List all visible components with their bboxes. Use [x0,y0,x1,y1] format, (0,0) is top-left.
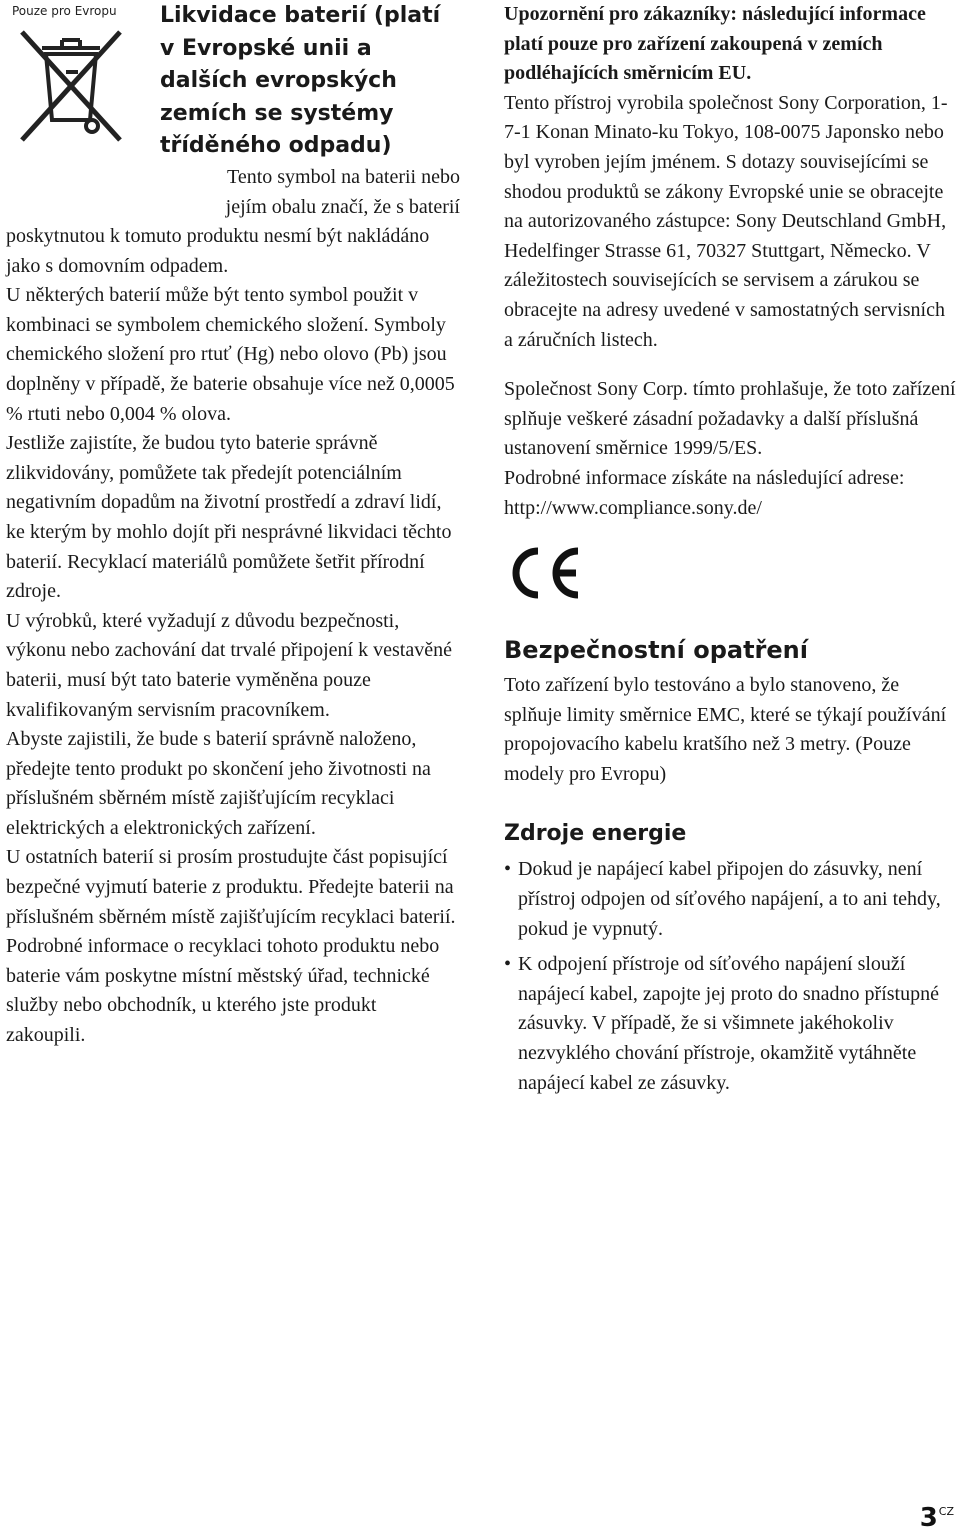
paragraph-recycling-info: Podrobné informace o recyklaci tohoto produktu nebo baterie vám poskytne místní městský úřad, technické služby nebo obchodník, u kterého jste produkt zakoupili. [6,935,440,1047]
paragraph-collection-point: Abyste zajistili, že bude s baterií správně naloženo, předejte tento produkt po skončení jeho životnosti na příslušném sběrném místě zajišťujícím recyklaci elektrických a elektronických zařízení. [6,728,431,839]
manufacturer-paragraph: Tento přístroj vyrobila společnost Sony Corporation, 1-7-1 Konan Minato-ku Tokyo, 108-0075 Japonsko nebo byl vyroben jejím jménem. S dotazy souvisejícími se shodou produktů se zákony Evropské unie se obracejte na autorizovaného zástupce: Sony Deutschland GmbH, Hedelfinger Strasse 61, 70327 Stuttgart, Německo. V záležitostech souvisejících se servisem a zárukou se obracejte na adresy uvedené v samostatných servisních a záručních listech. [504,91,948,351]
intro-line-2: jejím obalu značí, že s baterií [225,195,460,218]
power-bullet-item: • K odpojení přístroje od síťového napájení slouží napájecí kabel, zapojte jej proto do snadno přístupné zásuvky. V případě, že si všimnete jakéhokoliv nezvyklého chování přístroje, okamžitě vytáhněte napájecí kabel ze zásuvky. [504,950,956,1098]
language-code: CZ [938,1505,954,1518]
paragraph-qualified-service: U výrobků, které vyžadují z důvodu bezpečnosti, výkonu nebo zachování dat trvalé připojení k vestavěné baterii, musí být tato baterie vyměněna pouze kvalifikovaným servisním pracovníkem. [6,609,452,721]
left-body [6,222,458,1051]
crossed-out-bin-icon [12,22,130,146]
paragraph-household-waste: poskytnutou k tomuto produktu nesmí být nakládáno jako s domovním odpadem. [6,225,430,277]
right-column [504,0,956,1104]
paragraph-other-batteries: U ostatních baterií si prosím prostudujte část popisující bezpečné vyjmutí baterie z produktu. Předejte baterii na příslušném sběrném místě zajišťujícím recyklaci baterií. [6,846,456,928]
power-bullets [504,855,956,1098]
battery-disposal-heading: Likvidace baterií (platí v Evropské unii a dalších evropských zemích se systémy tříděného odpadu) [160,3,441,158]
power-sources-heading: Zdroje energie [504,821,687,847]
more-info-paragraph: Podrobné informace získáte na následující adrese: http://www.compliance.sony.de/ [504,466,905,519]
weee-label: Pouze pro Evropu [12,4,117,18]
eu-notice-title: Upozornění pro zákazníky: následující informace platí pouze pro zařízení zakoupená v zemích podléhajících směrnicím EU. [504,3,926,85]
paragraph-correct-disposal: Jestliže zajistíte, že budou tyto baterie správně zlikvidovány, pomůžete tak předejít potenciálním negativním dopadům na životní prostředí a zdraví lidí, ke kterým by mohlo dojít při nesprávné likvidaci těchto baterií. Recyklací materiálů pomůžete šetřit přírodní zdroje. [6,432,452,603]
page-number-value: 3 [919,1503,938,1533]
declaration-paragraph: Společnost Sony Corp. tímto prohlašuje, že toto zařízení splňuje veškeré zásadní požadavky a další příslušná ustanovení směrnice 1999/5/ES. [504,378,956,460]
power-bullet-item: • Dokud je napájecí kabel připojen do zásuvky, není přístroj odpojen od síťového napájení, a to ani tehdy, pokud je vypnutý. [504,855,956,944]
page-number [920,1503,954,1533]
safety-heading: Bezpečnostní opatření [504,636,808,665]
ce-mark [504,545,956,615]
intro-line-1: Tento symbol na baterii nebo [227,166,460,188]
spacer [504,355,956,375]
intro-text [160,163,460,222]
left-column [6,0,458,1230]
safety-paragraph: Toto zařízení bylo testováno a bylo stanoveno, že splňuje limity směrnice EMC, které se týkají používání propojovacího kabelu kratšího než 3 metry. (Pouze modely pro Evropu) [504,674,947,785]
paragraph-chemical-symbols: U některých baterií může být tento symbol použit v kombinaci se symbolem chemického složení. Symboly chemického složení pro rtuť (Hg) nebo olovo (Pb) jsou doplněny v případě, že baterie obsahuje více než 0,0005 % rtuti nebo 0,004 % olova. [6,284,455,425]
weee-symbol-box [6,0,136,152]
ce-mark-icon [504,545,584,601]
